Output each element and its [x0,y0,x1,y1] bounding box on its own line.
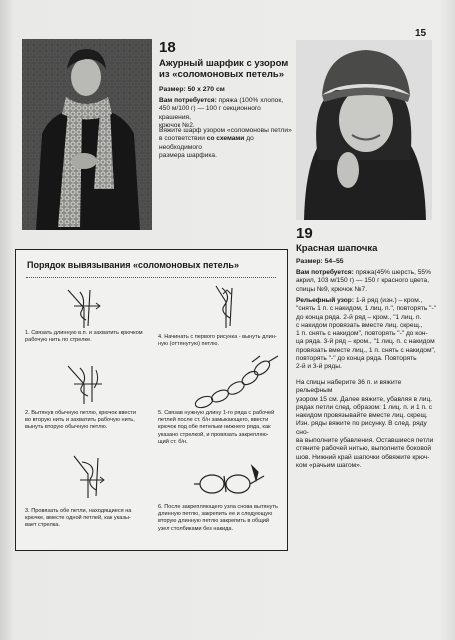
project-19-pattern-line: 1-й ряд (изн.) – кром., [355,297,423,304]
project-19-body-line: Изн. ряды вяжите по рисунку. В след. ряду сно- [296,420,427,436]
page-number: 15 [415,28,427,39]
hat-model-photo [296,40,432,220]
project-19-pattern-line: "снять 1 п. с накидом, 1 лиц. п.", повторять "-" [296,305,437,313]
step-1-hook-diagram [60,286,110,330]
step-5-line: петлей после ст. б/н замыкающего, ввести [158,417,269,424]
step-4-line: 4. Начинать с первого рисунка - вынуть длин- [158,334,277,340]
project-19-body-line: накидом провязывайте вместе лиц. скрещ. [296,412,428,420]
project-18-instruction-text: Вяжите шарф узором «соломоновы петли» [159,127,292,134]
step-1-line: 1. Связать длинную в.п. и захватить крючком [25,330,143,336]
step-4-text [158,334,277,348]
project-19-needs-line: пряжа(45% шерсть, 55% [355,269,431,276]
step-5-text [158,410,274,446]
project-18-instruction-text: размера шарфика. [159,151,217,159]
project-19-body-line: узором 15 см. Далее вяжите, убавляя в лиц. [296,395,433,403]
step-3-line: 3. Провязать обе петли, находящиеся на [25,508,132,514]
project-18-schemes-emphasis: со схемами [206,135,245,143]
project-18-needs-label: Вам потребуется: [159,97,217,104]
project-19-body-line: ва выполните убавления. Оставшиеся петли [296,437,434,445]
step-5-chain-diagram [192,354,282,410]
step-5-line: указано стрелкой, и провязать закрепляю- [158,431,269,438]
project-19-pattern-line: до конца ряда. 2-й ряд – кром., "1 лиц. п. [296,313,422,321]
scheme-title-divider [26,277,276,278]
step-2-line: вынуть вторую обычную петлю. [25,424,108,431]
project-18-needs-line: крючок №2. [159,121,195,129]
project-18-needs-line: 450 м/100 г) — 100 г секционного крашения, [159,105,261,121]
project-19-pattern-label: Рельефный узор: [296,297,355,304]
project-18-instruction-text: в соответствии [159,135,205,143]
project-19-pattern-line: 1 п. снять с накидом", повторять "-" до кон- [296,330,428,338]
crochet-scheme-box [15,249,288,551]
scheme-title: Порядок вывязывания «соломоновых петель» [27,260,239,270]
project-19-pattern-line: провязать вместе лиц., 1 п. снять с накидом", повторять "-" до конца ряда. Повторять [296,346,436,363]
step-6-text [158,504,278,533]
step-1-text [25,330,143,344]
project-18-title-line1: Ажурный шарфик с узором [159,58,289,69]
step-4-line: ную (оттянутую) петлю. [158,341,219,348]
step-2-line: во вторую нить и захватить рабочую нить, [25,417,135,424]
project-19-pattern [296,297,436,372]
step-3-line: крючке, вместе одной петлей, как указы- [25,515,131,522]
scarf-model-photo [22,39,152,230]
project-18-instructions [159,127,294,160]
project-18-instruction-text: до необходимого [159,135,254,151]
project-19-body-line: рядах петли след. образом: 1 лиц. п. и 1 п. с [296,403,433,411]
project-19-needs-line: акрил, 103 м/150 г) — 150 г красного цвета, [296,277,430,285]
step-5-line: крючок под обе петельки нижнего ряда, как [158,424,271,431]
step-6-loops-diagram [192,462,272,502]
project-18-size: Размер: 50 x 270 см [159,86,225,93]
project-19-body-line: ком «рачьим шагом». [296,461,362,469]
step-5-line: щий ст. б/н. [158,438,188,445]
step-2-hook-diagram [62,360,112,406]
step-5-line: 5. Связав нужную длину 1-го ряда с рабочей [158,410,275,416]
project-19-pattern-line: ца ряда. 3-й ряд – кром., "1 лиц. п. с накидом [296,338,435,346]
step-6-line: 6. После закрепляющего узла снова вытянуть [158,504,278,510]
step-3-line: вает стрелка. [25,522,60,529]
project-19-pattern-line: 2-й и 3-й ряды. [296,363,342,371]
step-4-hook-diagram [206,282,246,330]
step-2-line: 2. Вытянув обычную петлю, крючок ввести [25,410,136,416]
project-19-body-line: На спицы наберите 36 п. и вяжите рельефным [296,379,402,395]
project-19-body-line: стяните рабочей нитью, выполните боковой [296,445,432,453]
project-19-needs-label: Вам потребуется: [296,269,354,276]
project-19-title: Красная шапочка [296,243,378,254]
project-19-instructions [296,379,436,470]
project-18-title-line2: из «соломоновых петель» [159,69,285,80]
project-19-needs-line: спицы №9, крючок №7. [296,285,368,293]
project-19-number: 19 [296,225,313,242]
step-6-line: длинную петлю, закрепить ее и следующую [158,511,273,518]
project-18-number: 18 [159,39,176,56]
step-2-text [25,410,136,432]
step-6-line: вторую длинную петлю закрепить в общий [158,518,270,525]
step-3-text [25,508,131,530]
project-19-pattern-line: с накидом провязать вместе лиц. скрещ., [296,321,423,329]
project-19-materials [296,269,434,294]
step-1-line: рабочую нить по стрелке. [25,337,92,344]
step-3-hook-diagram [66,450,116,500]
project-19-body-line: шов. Нижний край шапочки обвяжите крюч- [296,453,430,461]
project-18-needs-line: пряжа (100% хлопок, [218,97,284,104]
project-19-size: Размер: 54–55 [296,258,344,265]
project-18-materials [159,97,294,130]
step-6-line: узел столбиками без накида. [158,525,234,532]
